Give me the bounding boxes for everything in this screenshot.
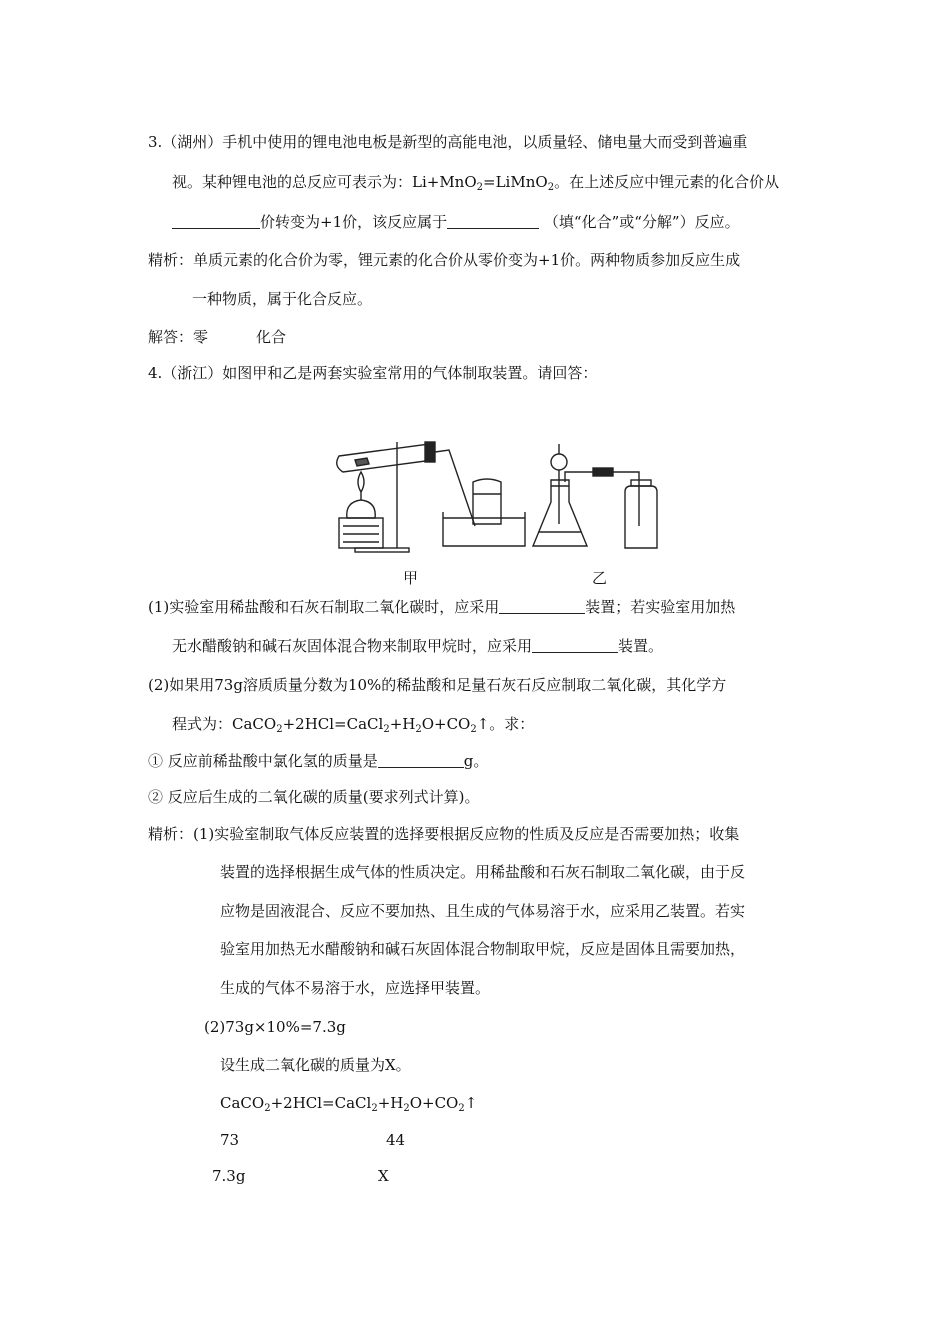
stand-base [355,548,409,552]
answer-blank[interactable] [447,214,539,229]
subscript: 2 [276,724,283,735]
wooden-block [339,518,383,548]
q3-answer [148,327,286,347]
subscript: 2 [547,182,555,193]
subscript: 2 [403,1103,410,1114]
q4-sub1-unit: g。 [463,752,489,770]
collection-bottle [625,486,657,548]
q4-part1-text-d: 装置。 [618,637,664,655]
test-tube [337,444,433,472]
q3-answer-2: 化合 [256,328,287,346]
q3-line-2 [172,172,779,192]
eq-text: +H [377,1094,404,1112]
q4-sub2: ② 反应后生成的二氧化碳的质量(要求列式计算)。 [148,788,480,806]
q4-sub1-text: ① 反应前稀盐酸中氯化氢的质量是 [148,752,378,770]
q4-analysis-4: 验室用加热无水醋酸钠和碱石灰固体混合物制取甲烷，反应是固体且需要加热， [220,940,746,958]
water-trough [443,512,525,546]
q3-line-2-text-a: 视。某种锂电池的总反应可表示为：Li+MnO [172,173,477,191]
q4-sub1 [148,751,488,771]
ratio-row-1-right: 44 [386,1131,406,1149]
calc-line-2: 设生成二氧化碳的质量为X。 [220,1056,411,1074]
q3-analysis-2: 一种物质，属于化合反应。 [192,290,373,308]
q4-analysis-2: 装置的选择根据生成气体的性质决定。用稀盐酸和石灰石制取二氧化碳，由于反 [220,863,746,881]
q3-analysis-1: 精析：单质元素的化合价为零，锂元素的化合价从零价变为+1价。两种物质参加反应生成 [148,251,741,269]
delivery-tube [435,450,475,526]
q4-part1-line2 [172,636,663,656]
ratio-row-1-left: 73 [220,1131,240,1149]
eq-text: +2HCl=CaCl [282,715,384,733]
q3-line-1: 3.（湖州）手机中使用的锂电池电板是新型的高能电池，以质量轻、储电量大而受到普遍重 [148,133,748,151]
q4-analysis-1: 精析：(1)实验室制取气体反应装置的选择要根据反应物的性质及反应是否需要加热；收集 [148,825,740,843]
apparatus-figure [325,420,675,560]
q4-analysis-5: 生成的气体不易溶于水，应选择甲装置。 [220,979,491,997]
subscript: 2 [470,724,477,735]
subscript: 2 [264,1103,271,1114]
eq-text: +2HCl=CaCl [270,1094,372,1112]
funnel-bulb [551,454,567,470]
calc-equation [220,1093,477,1113]
q4-part1-line1 [148,597,735,617]
eq-text: +H [389,715,416,733]
ratio-row-2-right: X [378,1167,389,1185]
answer-blank[interactable] [172,214,260,229]
answer-blank[interactable] [532,638,618,653]
q3-line-3 [172,212,740,232]
q3-line-3-text-b: （填“化合”或“分解”）反应。 [543,213,740,231]
subscript: 2 [383,724,390,735]
q4-part1-text-a: (1)实验室用稀盐酸和石灰石制取二氧化碳时，应采用 [148,598,500,616]
q4-part2-line1: (2)如果用73g溶质质量分数为10%的稀盐酸和足量石灰石反应制取二氧化碳，其化学方 [148,676,727,694]
q3-line-3-text-a: 价转变为+1价，该反应属于 [260,213,448,231]
eq-text: CaCO [220,1094,265,1112]
ratio-row-2-left: 7.3g [212,1167,246,1185]
answer-blank[interactable] [378,753,464,768]
subscript: 2 [458,1103,465,1114]
q3-line-2-text-b: =LiMnO [483,173,548,191]
eq-text: O+CO [421,715,471,733]
alcohol-lamp [347,500,375,518]
figure-label-jia: 甲 [403,569,419,587]
subscript: 2 [415,724,422,735]
subscript: 2 [371,1103,378,1114]
gas-jar [473,479,501,524]
calc-line-1: (2)73g×10%=7.3g [204,1018,346,1036]
figure-label-yi: 乙 [592,569,608,587]
q4-intro: 4.（浙江）如图甲和乙是两套实验室常用的气体制取装置。请回答： [148,364,598,382]
answer-blank[interactable] [499,599,585,614]
q4-analysis-3: 应物是固液混合、反应不要加热、且生成的气体易溶于水，应采用乙装置。若实 [220,902,746,920]
q3-line-2-text-c: 。在上述反应中锂元素的化合价从 [554,173,780,191]
q4-part1-text-b: 装置；若实验室用加热 [585,598,736,616]
flame-icon [358,472,364,492]
q4-part2-line2 [172,714,534,734]
eq-text: O+CO [409,1094,459,1112]
eq-text: 程式为：CaCO [172,715,277,733]
q4-part1-text-c: 无水醋酸钠和碱石灰固体混合物来制取甲烷时，应采用 [172,637,533,655]
eq-text: ↑。求： [476,715,535,733]
eq-text: ↑ [464,1094,478,1112]
q3-answer-1: 解答：零 [148,328,209,346]
conical-flask [533,480,587,546]
subscript: 2 [476,182,484,193]
